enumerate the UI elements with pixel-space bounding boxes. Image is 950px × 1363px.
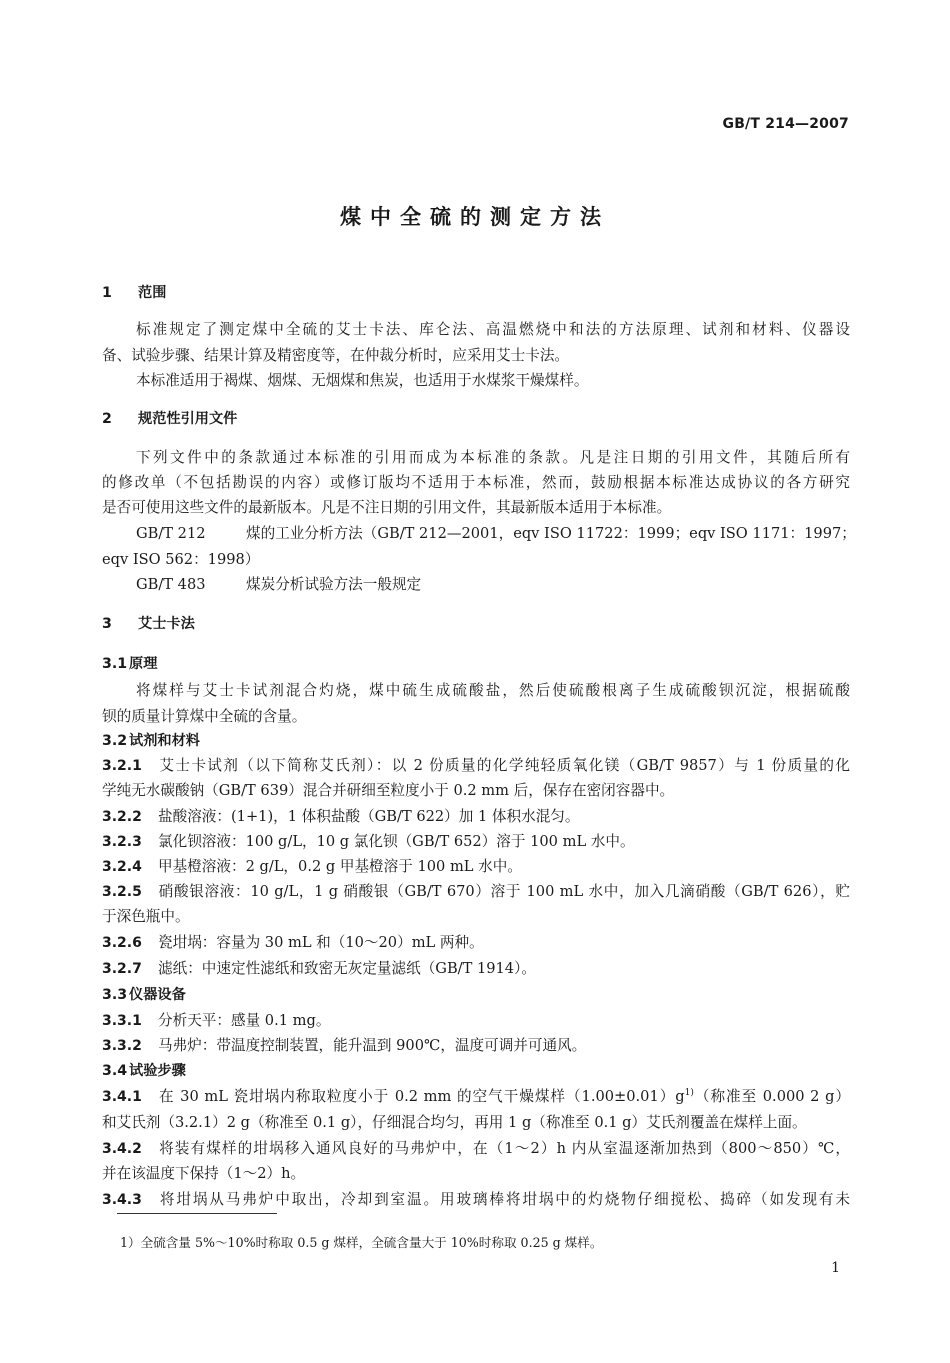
clause-3-4-3 [102, 1190, 850, 1210]
clause-3-2-7 [102, 959, 850, 979]
clause-number: 3.3.1 [102, 1013, 142, 1029]
clause-text: 艾士卡试剂（以下简称艾氏剂）：以 2 份质量的化学纯轻质氧化镁（GB/T 9857）与 1 份质量的化 [158, 757, 850, 774]
clause-title: 仪器设备 [129, 987, 186, 1003]
clause-3-2-heading [102, 731, 200, 751]
clause-title: 试剂和材料 [129, 733, 200, 749]
paragraph-line: 备、试验步骤、结果计算及精密度等，在仲裁分析时，应采用艾士卡法。 [102, 347, 570, 364]
paragraph-line: 并在该温度下保持（1～2）h。 [102, 1165, 306, 1182]
section-2-heading [102, 409, 237, 429]
reference-code: GB/T 483 [136, 576, 206, 593]
clause-number: 3.2.6 [102, 935, 142, 951]
section-number: 3 [102, 616, 112, 632]
standard-code: GB/T 214—2007 [722, 116, 849, 132]
clause-text: 氯化钡溶液：100 g/L，10 g 氯化钡（GB/T 652）溶于 100 mL 水中。 [158, 833, 635, 850]
paragraph-line: 下列文件中的条款通过本标准的引用而成为本标准的条款。凡是注日期的引用文件，其随后所有 [136, 449, 850, 466]
section-title: 艾士卡法 [138, 616, 195, 632]
clause-3-1-heading [102, 654, 157, 674]
paragraph-line: 钡的质量计算煤中全硫的含量。 [102, 708, 307, 725]
clause-number: 3.4 [102, 1063, 128, 1079]
clause-text: 分析天平：感量 0.1 mg。 [158, 1012, 331, 1029]
clause-text: 盐酸溶液：(1+1)，1 体积盐酸（GB/T 622）加 1 体积水混匀。 [158, 808, 580, 825]
clause-3-2-6 [102, 933, 850, 953]
clause-number: 3.3.2 [102, 1038, 142, 1054]
clause-number: 3.4.1 [102, 1089, 142, 1105]
clause-number: 3.4.2 [102, 1141, 142, 1157]
section-title: 规范性引用文件 [138, 411, 238, 427]
reference-title: 煤炭分析试验方法一般规定 [246, 576, 422, 593]
clause-number: 3.2 [102, 733, 128, 749]
clause-title: 试验步骤 [129, 1063, 186, 1079]
clause-text: 硝酸银溶液：10 g/L，1 g 硝酸银（GB/T 670）溶于 100 mL 水中，加入几滴硝酸（GB/T 626），贮 [158, 883, 850, 900]
clause-number: 3.2.5 [102, 884, 142, 900]
paragraph-line: 和艾氏剂（3.2.1）2 g（称准至 0.1 g），仔细混合均匀，再用 1 g（称准至 0.1 g）艾氏剂覆盖在煤样上面。 [102, 1114, 807, 1131]
clause-text: 滤纸：中速定性滤纸和致密无灰定量滤纸（GB/T 1914）。 [158, 960, 536, 977]
clause-3-2-3 [102, 832, 850, 852]
clause-text: 甲基橙溶液：2 g/L，0.2 g 甲基橙溶于 100 mL 水中。 [158, 858, 522, 875]
paragraph-line: 标准规定了测定煤中全硫的艾士卡法、库仑法、高温燃烧中和法的方法原理、试剂和材料、仪器设 [136, 321, 850, 338]
clause-title: 原理 [129, 656, 158, 672]
clause-text: 将装有煤样的坩埚移入通风良好的马弗炉中，在（1～2）h 内从室温逐渐加热到（800～850）℃， [158, 1140, 850, 1157]
clause-3-4-2 [102, 1139, 850, 1159]
footnote-marker: 1) [684, 1088, 694, 1098]
reference-gbt212 [136, 524, 856, 544]
paragraph-line: 是否可使用这些文件的最新版本。凡是不注日期的引用文件，其最新版本适用于本标准。 [102, 499, 672, 516]
clause-3-2-2 [102, 807, 850, 827]
clause-text: 瓷坩埚：容量为 30 mL 和（10～20）mL 两种。 [158, 934, 484, 951]
section-3-heading [102, 614, 195, 634]
reference-code: GB/T 212 [136, 525, 206, 542]
paragraph-line: 学纯无水碳酸钠（GB/T 639）混合并研细至粒度小于 0.2 mm 后，保存在密闭容器中。 [102, 782, 675, 799]
clause-text: （称准至 0.000 2 g） [693, 1088, 850, 1105]
clause-number: 3.4.3 [102, 1192, 142, 1208]
clause-number: 3.2.3 [102, 834, 142, 850]
clause-number: 3.3 [102, 987, 128, 1003]
paragraph-line: 将煤样与艾士卡试剂混合灼烧，煤中硫生成硫酸盐，然后使硫酸根离子生成硫酸钡沉淀，根据硫酸 [136, 682, 850, 699]
paragraph-line: 本标准适用于褐煤、烟煤、无烟煤和焦炭，也适用于水煤浆干燥煤样。 [136, 372, 589, 389]
section-number: 2 [102, 411, 112, 427]
clause-3-2-5 [102, 882, 850, 902]
clause-3-2-1 [102, 756, 850, 776]
clause-3-3-2 [102, 1036, 850, 1056]
document-title: 煤中全硫的测定方法 [340, 205, 610, 229]
paragraph-line: 于深色瓶中。 [102, 908, 190, 925]
clause-text: 在 30 mL 瓷坩埚内称取粒度小于 0.2 mm 的空气干燥煤样（1.00±0.01）g [158, 1088, 685, 1105]
clause-number: 3.1 [102, 656, 128, 672]
section-title: 范围 [138, 285, 167, 301]
footnote: 1）全硫含量 5%～10%时称取 0.5 g 煤样，全硫含量大于 10%时称取 0.25 g 煤样。 [120, 1235, 603, 1250]
clause-text: 将坩埚从马弗炉中取出，冷却到室温。用玻璃棒将坩埚中的灼烧物仔细搅松、捣碎（如发现有未 [158, 1191, 850, 1208]
clause-number: 3.2.7 [102, 961, 142, 977]
clause-3-4-1 [102, 1087, 850, 1107]
clause-3-3-heading [102, 985, 186, 1005]
paragraph-line: 的修改单（不包括勘误的内容）或修订版均不适用于本标准，然而，鼓励根据本标准达成协议的各方研究 [102, 474, 850, 491]
clause-3-2-4 [102, 857, 850, 877]
page-number: 1 [831, 1260, 840, 1276]
clause-number: 3.2.2 [102, 809, 142, 825]
clause-number: 3.2.1 [102, 758, 142, 774]
footnote-divider [117, 1213, 277, 1214]
clause-text: 马弗炉：带温度控制装置，能升温到 900℃，温度可调并可通风。 [158, 1037, 587, 1054]
reference-gbt483 [136, 575, 850, 595]
section-1-heading [102, 283, 166, 303]
reference-title: 煤的工业分析方法（GB/T 212—2001，eqv ISO 11722：1999；eqv ISO 1171：1997； [246, 525, 856, 542]
section-number: 1 [102, 285, 112, 301]
clause-3-4-heading [102, 1061, 186, 1081]
clause-number: 3.2.4 [102, 859, 142, 875]
reference-continuation: eqv ISO 562：1998） [102, 551, 260, 568]
clause-3-3-1 [102, 1011, 850, 1031]
